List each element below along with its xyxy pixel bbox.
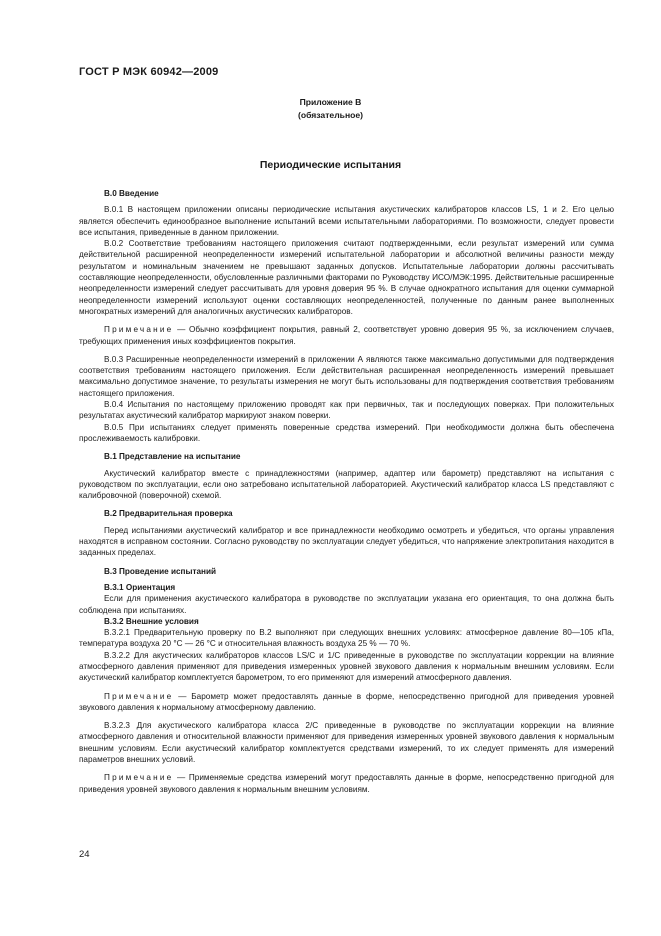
page-number: 24 xyxy=(79,849,90,860)
paragraph-b05: В.0.5 При испытаниях следует применять поверенные средства измерений. При необходимости должна быть обеспечена прослеживаемость калибровки. xyxy=(79,422,614,443)
section-heading-b1: В.1 Представление на испытание xyxy=(104,452,241,462)
paragraph-b323: В.3.2.3 Для акустического калибратора класса 2/C приведенные в руководстве по эксплуатации коррекции на влияние атмосферного давления и относительной влажности применяют для приведения измеренных уровней звукового давления к нормальным внешним условиям. Если акустический калибратор комплектуется средствами измерений, то их следует применять для измерений параметров внешних условий. xyxy=(79,721,614,765)
document-body xyxy=(79,188,614,795)
paragraph-b1: Акустический калибратор вместе с принадлежностями (например, адаптер или барометр) представляют на испытания с руководством по эксплуатации, если оно затребовано испытательной лабораторией. Акустический калибратор класса LS представляют с калибровочной (поверочной) схемой. xyxy=(79,468,614,501)
section-heading-b3: В.3 Проведение испытаний xyxy=(104,566,217,576)
paragraph-b31: Если для применения акустического калибратора в руководстве по эксплуатации указана его ориентация, то она должна быть соблюдена при испытаниях. xyxy=(79,594,614,615)
note-label: Примечание xyxy=(104,325,174,335)
paragraph-b01: В.0.1 В настоящем приложении описаны периодические испытания акустических калибраторов классов LS, 1 и 2. Его целью является обеспечить единообразное выполнение испытаний всеми испытательными лабораториями. По возможности, следует провести все испытания, приведенные в данном приложении. xyxy=(79,205,614,237)
section-heading-b0: В.0 Введение xyxy=(104,189,159,198)
note-text: — Применяемые средства измерений могут предоставлять данные в форме, непосредственно пригодной для приведения уровней звукового давления к нормальным внешним условиям. xyxy=(79,773,614,794)
note-text: — Обычно коэффициент покрытия, равный 2, соответствует уровню доверия 95 %, за исключением случаев, требующих применения иных коэффициентов покрытия. xyxy=(79,325,614,346)
paragraph-b02: В.0.2 Соответствие требованиям настоящего приложения считают подтвержденными, если результат измерений или сумма действительной расширенной неопределенности измерений испытательной лаборатории и абсолютной величины разности между результатом и номинальным значением не превышают заданных допусков. Испытательные лаборатории должны рассчитывать составляющие неопределенности, обусловленные различными факторами по Руководству ИСО/МЭК:1995. Действительные расширенные неопределенности измерений следует рассчитывать для уровня доверия 95 %. В случае однократного испытания для оценки суммарной неопределенности измерений используют оценки составляющих неопределенностей, полученные по данным ранее выполненных многократных измерений для аналогичных акустических калибраторов. xyxy=(79,239,614,316)
section-heading-b2: В.2 Предварительная проверка xyxy=(104,509,233,519)
paragraph-b03: В.0.3 Расширенные неопределенности измерений в приложении А являются также максимально допустимыми для подтверждения соответствия требованиям настоящего приложения. Если действительная расширенная неопределенность измерений превышает максимально допустимое значение, то результаты измерения не могут быть использованы для подтверждения соответствия требованиям настоящего приложения. xyxy=(79,354,614,398)
note-label: Примечание xyxy=(104,773,174,783)
appendix-label: Приложение В xyxy=(299,97,362,107)
subsection-heading-b32: В.3.2 Внешние условия xyxy=(104,616,199,626)
note-b32-2 xyxy=(79,772,614,795)
paragraph-b2: Перед испытаниями акустический калибратор и все принадлежности необходимо осмотреть и убедиться, что органы управления находятся в исправном состоянии. Согласно руководству по эксплуатации следует убедиться, что напряжение электропитания находится в заданных пределах. xyxy=(79,525,614,558)
paragraph-b04: В.0.4 Испытания по настоящему приложению проводят как при первичных, так и последующих поверках. При положительных результатах акустический калибратор маркируют знаком поверки. xyxy=(79,400,614,421)
note-b0 xyxy=(79,324,614,347)
paragraph-b321: В.3.2.1 Предварительную проверку по В.2 выполняют при следующих внешних условиях: атмосферное давление 80—105 кПа, температура воздуха 20 °С — 26 °С и относительная влажность воздуха 25 % — 70 %. xyxy=(79,628,614,649)
standard-header: ГОСТ Р МЭК 60942—2009 xyxy=(79,66,219,78)
subsection-heading-b31: В.3.1 Ориентация xyxy=(104,582,176,592)
appendix-status: (обязательное) xyxy=(297,110,364,120)
note-text: — Барометр может предоставлять данные в форме, непосредственно пригодной для приведения уровней звукового давления к нормальному атмосферному давлению. xyxy=(79,691,614,712)
appendix-title: Периодические испытания xyxy=(259,159,402,171)
paragraph-b322: В.3.2.2 Для акустических калибраторов классов LS/C и 1/C приведенные в руководстве по эксплуатации коррекции на влияние атмосферного давления применяют для приведения измеренных уровней звукового давления к нормальным внешним условиям. Если акустический калибратор комплектуется барометром, то его применяют для измерений атмосферного давления. xyxy=(79,650,614,683)
note-b32-1 xyxy=(79,691,614,714)
note-label: Примечание xyxy=(104,691,174,701)
